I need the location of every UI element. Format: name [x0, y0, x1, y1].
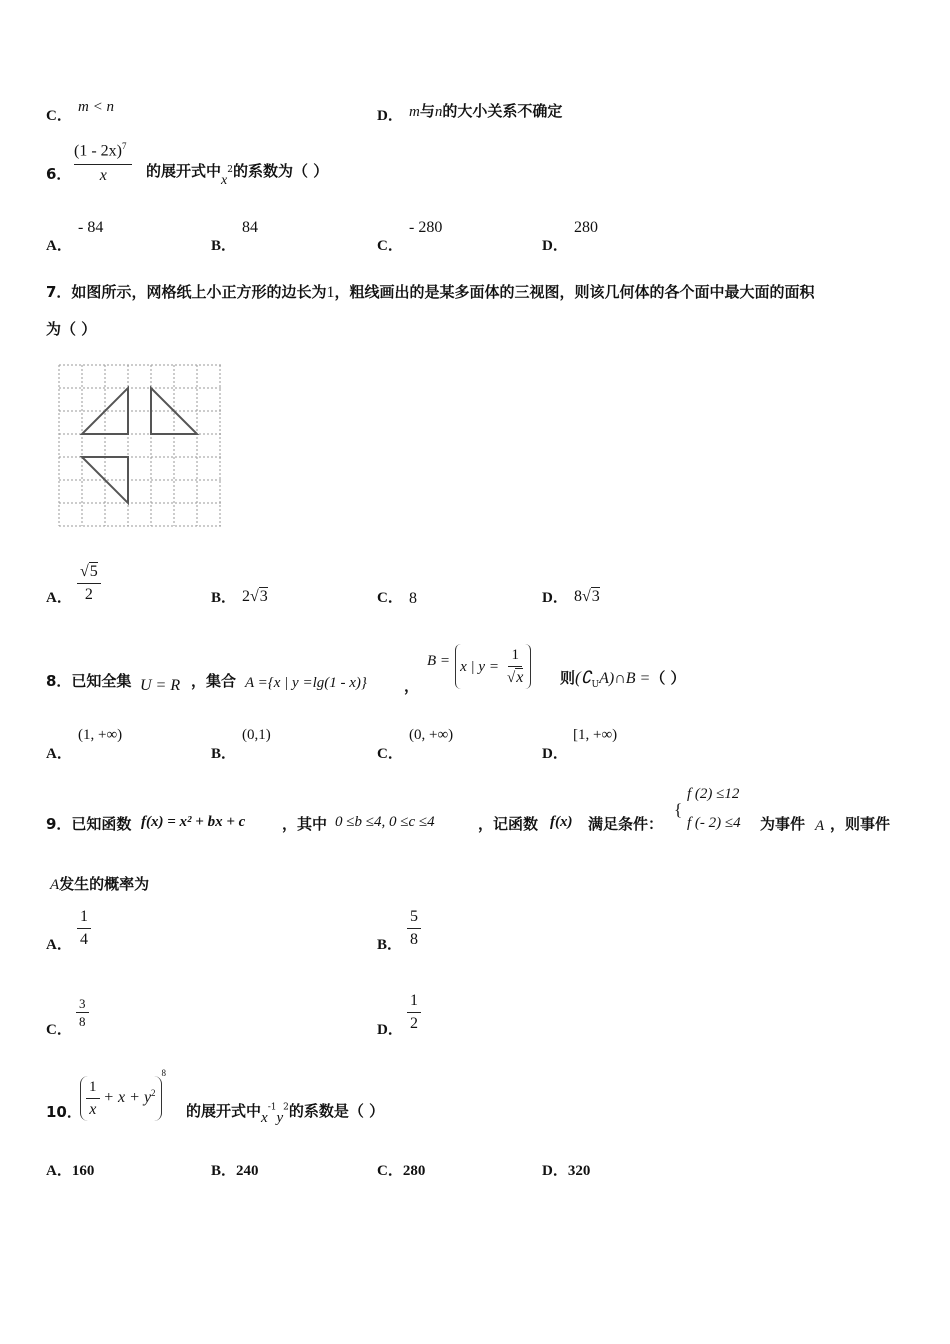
q9-stem-d: 满足条件： — [588, 815, 664, 833]
q8-option-c-label: C． — [377, 746, 403, 762]
q5-d-mid: 与 — [419, 102, 435, 120]
q9-a-den: 4 — [80, 931, 88, 948]
q8-stem-b: ，集合 — [191, 672, 237, 690]
q7-option-c-label: C． — [377, 590, 403, 606]
q9-c-den: 8 — [79, 1014, 86, 1029]
q7-stem-line2: 为（ ） — [46, 320, 97, 338]
q8-set-a: A ={x | y =lg(1 - x)} — [245, 675, 367, 691]
q8-set-b: B = x | y = $\frac{1}{√x}$ — [427, 644, 531, 689]
q9-d-num: 1 — [407, 990, 421, 1013]
q9-case-2: f (- 2) ≤4 — [687, 815, 741, 831]
q10-a-value: 160 — [71, 1163, 95, 1179]
q6-stem — [146, 160, 329, 188]
q9-c-num: 3 — [76, 995, 89, 1013]
q10-d-label: D． — [542, 1163, 568, 1179]
q10-inner-den: x — [89, 1101, 97, 1118]
q6-option-b-label: B． — [211, 238, 237, 254]
q5-option-c-label: C． — [46, 108, 72, 124]
q6-term-exp: 2 — [227, 164, 233, 175]
q8-option-c-value: (0, +∞) — [409, 727, 454, 743]
q10-term-x: x — [261, 1110, 268, 1126]
q6-stem-a: 的展开式中 — [146, 162, 222, 180]
q7-d-coef: 8 — [574, 588, 582, 605]
q8-expr-b: A)∩B = — [599, 670, 651, 687]
q7-stem-line1 — [46, 281, 814, 302]
q8-b-x: x | y = — [460, 659, 499, 675]
q8-expr: (∁ — [575, 668, 592, 687]
q7-grid — [59, 365, 221, 526]
q8-expression — [560, 667, 686, 690]
q8-b-rad: x — [516, 669, 524, 686]
q5-d-m: m — [409, 104, 420, 120]
q9-condition: 0 ≤b ≤4, 0 ≤c ≤4 — [335, 814, 435, 830]
q10-d-value: 320 — [567, 1163, 591, 1179]
q7-a-rad: 5 — [89, 563, 98, 580]
q10-c-label: C． — [377, 1163, 403, 1179]
q8-option-b-value: (0,1) — [242, 727, 271, 743]
q8-stem-a: 8．已知全集 — [46, 672, 132, 690]
q7-option-d-value: 8√3 — [574, 588, 600, 605]
q8-b-left: B = — [427, 653, 451, 669]
q10-term-exp2: 2 — [283, 1102, 289, 1113]
q8-option-d-value: [1, +∞) — [573, 727, 618, 743]
q7-option-b-label: B． — [211, 590, 237, 606]
q9-option-c-label: C． — [46, 1022, 72, 1038]
q8-b-num: 1 — [508, 644, 522, 667]
q10-b-value: 240 — [236, 1163, 259, 1179]
q10-term-exp1: -1 — [267, 1102, 277, 1113]
q9-option-b-label: B． — [377, 937, 403, 953]
q10-term-y: y — [276, 1110, 284, 1126]
q9-option-c-value — [76, 995, 89, 1030]
q9-function: f(x) = x² + bx + c — [141, 814, 246, 830]
q6-option-b-value: 84 — [242, 219, 258, 236]
q10-option-d — [542, 1159, 590, 1180]
q6-term: x — [221, 173, 228, 188]
q6-frac-den: x — [99, 167, 107, 185]
q9-option-a-label: A． — [46, 937, 72, 953]
q6-stem-b: 的系数为（ ） — [232, 162, 329, 180]
q9-brace: { — [674, 800, 683, 819]
q10-stem-a: 的展开式中 — [186, 1102, 262, 1120]
q10-inner-num: 1 — [86, 1076, 100, 1099]
q9-d-den: 2 — [410, 1015, 418, 1032]
q5-d-n: n — [434, 104, 443, 120]
q9-stem-b: ，其中 — [282, 815, 328, 833]
q9-event: A — [815, 818, 825, 834]
q9-option-d-label: D． — [377, 1022, 403, 1038]
q7-line1-b: ，粗线画出的是某多面体的三视图，则该几何体的各个面中最大面的面积 — [334, 283, 815, 301]
q10-b-label: B． — [211, 1163, 237, 1179]
q9-line2: 发生的概率为 — [59, 875, 150, 893]
q8-stem-d: （ ） — [650, 669, 686, 687]
q6-fraction — [74, 135, 132, 187]
q6-frac-num: (1 - 2x) — [74, 142, 122, 160]
q8-comma: ， — [404, 677, 420, 695]
q9-stem-c: ，记函数 — [478, 815, 539, 833]
q9-stem-f: ，则事件 — [830, 815, 891, 833]
q5-d-text: 的大小关系不确定 — [442, 102, 563, 120]
q8-option-b-label: B． — [211, 746, 237, 762]
q8-stem-c: 则 — [560, 669, 576, 687]
q10-number: 10． — [46, 1103, 82, 1121]
q9-b-num: 5 — [407, 906, 421, 929]
q9-b-den: 8 — [410, 931, 418, 948]
q7-option-d-label: D． — [542, 590, 568, 606]
q5-option-d-label: D． — [377, 108, 403, 124]
q10-inner-rest: + x + y — [103, 1088, 152, 1106]
q10-a-label: A． — [46, 1163, 72, 1179]
q10-outer-exp: 8 — [161, 1067, 167, 1078]
q6-option-c-label: C． — [377, 238, 403, 254]
q9-case-1: f (2) ≤12 — [687, 786, 740, 802]
q7-b-coef: 2 — [242, 588, 250, 605]
q8-option-d-label: D． — [542, 746, 568, 762]
q10-stem — [186, 1100, 385, 1126]
q7-option-a-value: $\frac{√5}{2}$ — [77, 561, 101, 606]
q10-option-a — [46, 1159, 94, 1180]
q8-option-a-label: A． — [46, 746, 72, 762]
q10-option-c — [377, 1159, 425, 1180]
q5-option-d — [409, 100, 562, 121]
q5-option-c-math: m < n — [78, 99, 114, 115]
q7-d-rad: 3 — [591, 588, 600, 605]
q7-option-a-label: A． — [46, 590, 72, 606]
q7-line1-num: 1 — [326, 284, 335, 301]
q10-stem-b: 的系数是（ ） — [288, 1102, 385, 1120]
q6-option-c-value: - 280 — [409, 219, 443, 236]
q8-expr-sub: U — [591, 680, 600, 691]
q9-option-a-value — [77, 906, 91, 951]
q7-b-rad: 3 — [259, 588, 268, 605]
q9-stem-a: 9．已知函数 — [46, 815, 132, 833]
q9-line2-var: A — [50, 877, 60, 893]
q10-option-b — [211, 1159, 259, 1180]
q9-stem-line2 — [50, 873, 149, 894]
q6-option-a-label: A． — [46, 238, 72, 254]
q6-frac-exp: 7 — [121, 141, 127, 151]
q7-option-c-value: 8 — [409, 590, 417, 607]
q10-expression — [80, 1067, 167, 1121]
q7-three-view-figure — [56, 362, 224, 532]
q6-option-a-value: - 84 — [78, 219, 104, 236]
q9-fx: f(x) — [550, 814, 573, 830]
q6-number: 6． — [46, 165, 72, 183]
q9-option-b-value — [407, 906, 421, 951]
q7-line1-a: 7．如图所示，网格纸上小正方形的边长为 — [46, 283, 327, 301]
q9-option-d-value — [407, 990, 421, 1035]
q7-a-den: 2 — [84, 586, 93, 603]
q7-option-b-value: 2√3 — [242, 588, 268, 605]
q9-a-num: 1 — [77, 906, 91, 929]
q8-option-a-value: (1, +∞) — [78, 727, 123, 743]
q9-stem-e: 为事件 — [760, 815, 806, 833]
q6-option-d-value: 280 — [574, 219, 598, 236]
q6-option-d-label: D． — [542, 238, 568, 254]
q10-c-value: 280 — [402, 1163, 426, 1179]
q10-inner-exp: 2 — [151, 1087, 156, 1098]
q8-universal-set: U = R — [140, 677, 181, 694]
